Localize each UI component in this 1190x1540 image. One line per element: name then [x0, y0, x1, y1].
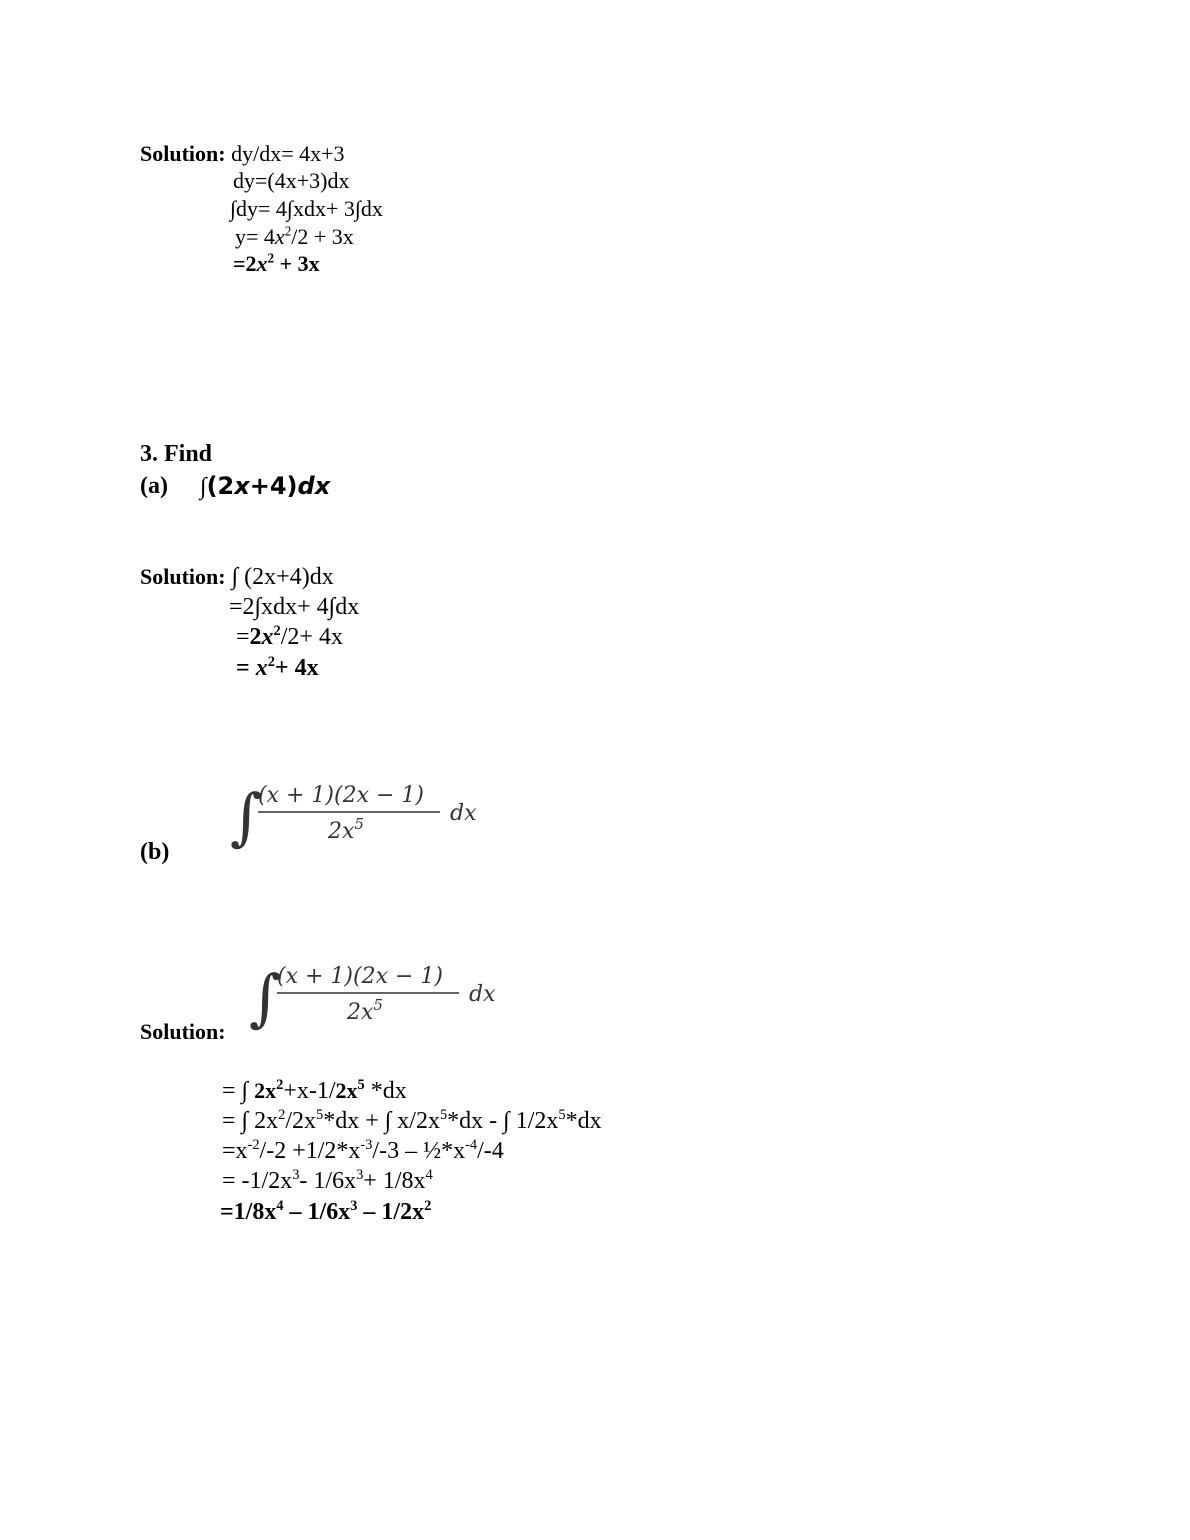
- solution-label: Solution:: [140, 564, 226, 589]
- solution-b-result: $=1/8x^4 - 1/6x^3 - 1/2x^2$: [220, 1198, 432, 1225]
- question-3-heading: 3. Find: [140, 441, 213, 467]
- integral-fraction-formula: [228, 772, 498, 852]
- solution-a-result: = $x^2+ 4x$: [236, 654, 319, 681]
- integral-sign: ∫: [230, 780, 263, 852]
- solution-a-line-3: $=2x^2/2+ 4x$: [236, 623, 343, 650]
- solution-b-line-4: = $-1/2x^3-$ $1/6x^3+ 1/8x^4$: [222, 1167, 433, 1194]
- formula-numerator: (x + 1)(2x − 1): [277, 964, 443, 989]
- solution-text: ∫ (2x+4)dx: [231, 564, 334, 590]
- q2-solution-line-3: ∫dy= 4∫xdx+ 3∫dx: [230, 196, 383, 221]
- q2-solution-line-2: dy=(4x+3)dx: [233, 168, 350, 193]
- formula-dx: dx: [450, 801, 477, 826]
- solution-b-line-3: $=x^{-2}/-2 +1/2*x^{-3}/-3$ – $\frac{1}{2}*x^{-4}/-4$: [222, 1137, 504, 1164]
- solution-b-line-1: = ∫ $2x^2+x-1/2x^5$ *dx: [222, 1077, 407, 1104]
- part-a-integral: ∫(2x+4)dx: [200, 472, 331, 500]
- q2-solution-line-1: [140, 141, 345, 167]
- solution-b-formula-image: [247, 953, 517, 1038]
- formula-numerator: (x + 1)(2x − 1): [258, 783, 424, 808]
- q2-solution-result: $=2x^2 + 3x$: [233, 250, 320, 276]
- solution-label: Solution:: [140, 141, 226, 166]
- integral-fraction-formula: [247, 953, 517, 1033]
- solution-text: dy/dx= 4x+3: [231, 141, 345, 166]
- q2-solution-line-4: $y= 4x^2/2 + 3x$: [235, 223, 354, 249]
- solution-a-line-2: =2∫xdx+ 4∫dx: [229, 594, 360, 620]
- formula-denominator: $2x^5$: [328, 815, 364, 844]
- formula-dx: dx: [469, 982, 496, 1007]
- part-a-label: (a): [140, 473, 168, 499]
- formula-denominator: $2x^5$: [347, 996, 383, 1025]
- solution-b-line-2: = ∫ $2x^2/2x^5*dx$ + ∫ $x/2x^5*dx$ - ∫ $1/2x^5*dx$: [222, 1107, 602, 1134]
- solution-a-line-1: [140, 563, 334, 591]
- part-b-formula-image: [228, 772, 498, 857]
- part-b-label: (b): [140, 839, 170, 865]
- integral-sign: ∫: [249, 961, 282, 1033]
- solution-b-label: Solution:: [140, 1019, 226, 1044]
